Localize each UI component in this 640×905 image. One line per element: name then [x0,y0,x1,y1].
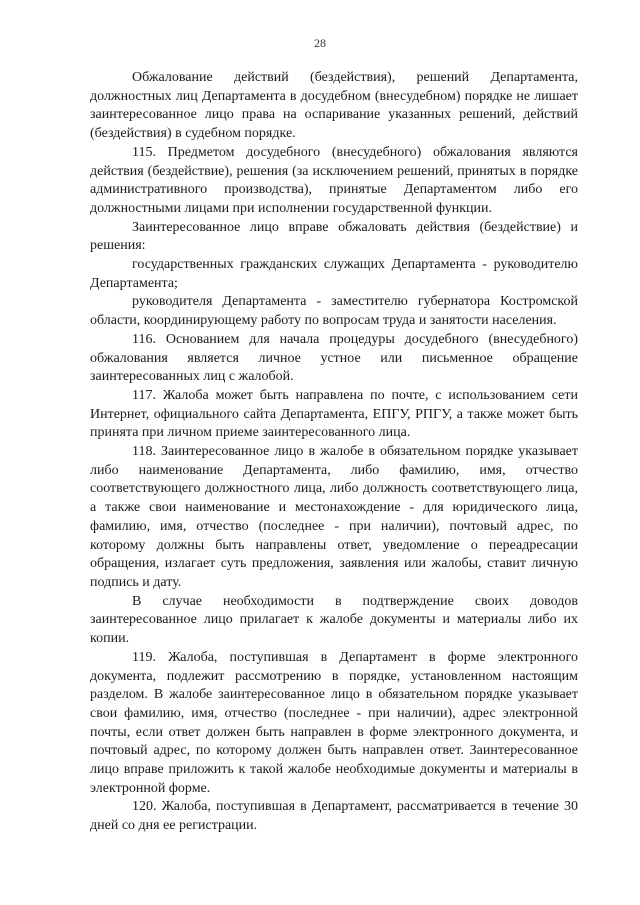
paragraph-department-head: руководителя Департамента - заместителю губернатора Костромской области, координирующему работу по вопросам труда и занятости населения. [90,294,578,329]
page-number: 28 [314,36,326,50]
paragraph-115: 115. Предметом досудебного (внесудебного) обжалования являются действия (бездействие), решения (за исключением решений, принятых в порядке административного производства), принятые Департаментом либо его должностными лицами при исполнении государственной функции. [90,144,578,216]
paragraph-117: 117. Жалоба может быть направлена по почте, с использованием сети Интернет, официального сайта Департамента, ЕПГУ, РПГУ, а также может быть принята при личном приеме заинтересованного лица. [90,387,578,441]
document-body [90,69,578,836]
paragraph-appeal-rights: Обжалование действий (бездействия), решений Департамента, должностных лиц Департамента в досудебном (внесудебном) порядке не лишает заинтересованное лицо права на оспаривание указанных решений, действий (бездействия) в судебном порядке. [90,70,578,142]
paragraph-116: 116. Основанием для начала процедуры досудебного (внесудебного) обжалования является личное устное или письменное обращение заинтересованных лиц с жалобой. [90,331,578,385]
paragraph-civil-servants: государственных гражданских служащих Департамента - руководителю Департамента; [90,257,578,291]
paragraph-119: 119. Жалоба, поступившая в Департамент в форме электронного документа, подлежит рассмотрению в порядке, установленном настоящим разделом. В жалобе заинтересованное лицо в обязательном порядке указывает свои фамилию, имя, отчество (последнее - при наличии), адрес электронной почты, если ответ должен быть направлен в форме электронного документа, и почтовый адрес, по которому должен быть направлен ответ. Заинтересованное лицо вправе приложить к такой жалобе необходимые документы и материалы в электронной форме. [90,649,578,796]
paragraph-120: 120. Жалоба, поступившая в Департамент, рассматривается в течение 30 дней со дня ее регистрации. [90,799,578,834]
paragraph-right-to-appeal: Заинтересованное лицо вправе обжаловать действия (бездействие) и решения: [90,219,578,254]
paragraph-supporting-documents: В случае необходимости в подтверждение своих доводов заинтересованное лицо прилагает к жалобе документы и материалы либо их копии. [90,593,578,647]
paragraph-118: 118. Заинтересованное лицо в жалобе в обязательном порядке указывает либо наименование Департамента, либо фамилию, имя, отчество соответствующего должностного лица, либо должность соответствующего лица, а также свои наименование и местонахождение - для юридического лица, фамилию, имя, отчество (последнее - при наличии), почтовый адрес, по которому должны быть направлены ответ, уведомление о переадресации обращения, излагает суть предложения, заявления или жалобы, ставит личную подпись и дату. [90,444,578,590]
